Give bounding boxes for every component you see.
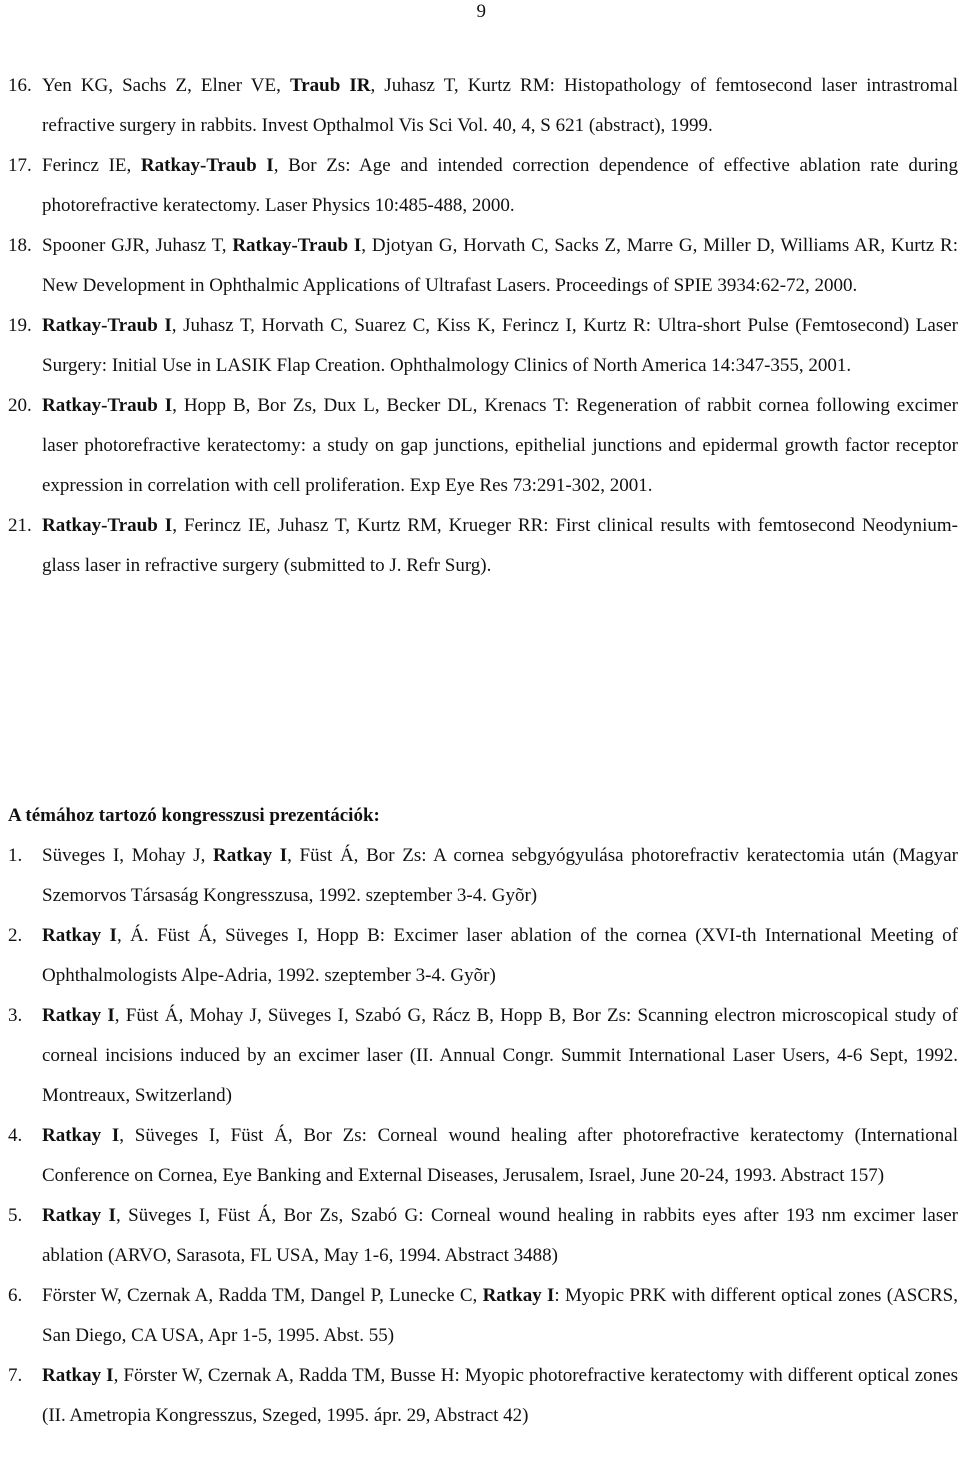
entry-number: 20. xyxy=(8,395,32,416)
publication-entry xyxy=(8,306,958,386)
entry-highlighted-author: Ratkay I xyxy=(482,1285,555,1306)
entry-authors-before: Yen KG, Sachs Z, Elner VE, xyxy=(42,75,290,96)
entry-number: 5. xyxy=(8,1205,23,1226)
entry-number: 6. xyxy=(8,1285,23,1306)
publication-entry xyxy=(8,506,958,586)
publication-entry xyxy=(8,146,958,226)
entry-citation: , Djotyan G, Horvath C, Sacks Z, Marre G, Miller D, Williams AR, Kurtz R: New Development in Ophthalmic Applications of Ultrafast Lasers. Proceedings of SPIE 3934:62-72, 2000. xyxy=(42,235,958,296)
entry-highlighted-author: Ratkay-Traub I xyxy=(140,155,274,176)
page-number: 9 xyxy=(476,1,486,22)
entry-citation: , Juhasz T, Kurtz RM: Histopathology of femtosecond laser intrastromal refractive surgery in rabbits. Invest Opthalmol Vis Sci Vol. 40, 4, S 621 (abstract), 1999. xyxy=(42,75,958,136)
entry-highlighted-author: Ratkay-Traub I xyxy=(232,235,362,256)
presentation-entry xyxy=(8,1196,958,1276)
entry-highlighted-author: Ratkay I xyxy=(42,925,117,946)
entry-authors-before: Förster W, Czernak A, Radda TM, Dangel P, Lunecke C, xyxy=(42,1285,483,1306)
entry-authors-before: Spooner GJR, Juhasz T, xyxy=(42,235,233,256)
entry-highlighted-author: Ratkay I xyxy=(42,1005,115,1026)
entry-authors-before: Ferincz IE, xyxy=(42,155,141,176)
entry-citation: : Myopic PRK with different optical zones (ASCRS, San Diego, CA USA, Apr 1-5, 1995. Abst. 55) xyxy=(42,1285,958,1346)
entry-highlighted-author: Ratkay I xyxy=(212,845,288,866)
presentation-entry xyxy=(8,1276,958,1356)
entry-number: 7. xyxy=(8,1365,23,1386)
publication-list xyxy=(8,66,958,586)
entry-number: 3. xyxy=(8,1005,23,1026)
presentation-entry xyxy=(8,836,958,916)
entry-number: 1. xyxy=(8,845,23,866)
entry-citation: , Füst Á, Mohay J, Süveges I, Szabó G, Rácz B, Hopp B, Bor Zs: Scanning electron microscopical study of corneal incisions induced by an excimer laser (II. Annual Congr. Summit International Laser Users, 4-6 Sept, 1992. Montreaux, Switzerland) xyxy=(42,1005,958,1106)
publication-entry xyxy=(8,226,958,306)
entry-citation: , Süveges I, Füst Á, Bor Zs, Szabó G: Corneal wound healing in rabbits eyes after 193 nm excimer laser ablation (ARVO, Sarasota, FL USA, May 1-6, 1994. Abstract 3488) xyxy=(42,1205,958,1266)
entry-highlighted-author: Ratkay-Traub I xyxy=(42,515,173,536)
entry-number: 19. xyxy=(8,315,32,336)
publication-entry xyxy=(8,386,958,506)
presentation-entry xyxy=(8,916,958,996)
presentation-entry xyxy=(8,996,958,1116)
entry-highlighted-author: Ratkay I xyxy=(42,1205,116,1226)
entry-highlighted-author: Ratkay-Traub I xyxy=(42,395,173,416)
entry-citation: , Ferincz IE, Juhasz T, Kurtz RM, Krueger RR: First clinical results with femtosecond Neodynium-glass laser in refractive surgery (submitted to J. Refr Surg). xyxy=(42,515,958,576)
entry-citation: , Förster W, Czernak A, Radda TM, Busse H: Myopic photorefractive keratectomy with different optical zones (II. Ametropia Kongresszus, Szeged, 1995. ápr. 29, Abstract 42) xyxy=(42,1365,959,1426)
publication-entry xyxy=(8,66,958,146)
entry-authors-before: Süveges I, Mohay J, xyxy=(42,845,213,866)
entry-number: 21. xyxy=(8,515,32,536)
entry-number: 17. xyxy=(8,155,32,176)
entry-highlighted-author: Ratkay-Traub I xyxy=(42,315,172,336)
entry-number: 16. xyxy=(8,75,32,96)
section-heading: A témához tartozó kongresszusi prezentációk: xyxy=(8,805,380,826)
entry-highlighted-author: Ratkay I xyxy=(42,1125,120,1146)
entry-number: 2. xyxy=(8,925,23,946)
entry-number: 18. xyxy=(8,235,32,256)
entry-highlighted-author: Ratkay I xyxy=(42,1365,114,1386)
presentation-entry xyxy=(8,1116,958,1196)
entry-citation: , Hopp B, Bor Zs, Dux L, Becker DL, Krenacs T: Regeneration of rabbit cornea following excimer laser photorefractive keratectomy: a study on gap junctions, epithelial junctions and epidermal growth factor receptor expression in correlation with cell proliferation. Exp Eye Res 73:291-302, 2001. xyxy=(42,395,958,496)
presentation-entry xyxy=(8,1356,958,1436)
entry-highlighted-author: Traub IR xyxy=(289,75,371,96)
entry-number: 4. xyxy=(8,1125,23,1146)
entry-citation: , Füst Á, Bor Zs: A cornea sebgyógyulása photorefractiv keratectomia után (Magyar Szemorvos Társaság Kongresszusa, 1992. szeptember 3-4. Gyõr) xyxy=(42,845,958,906)
entry-citation: , Juhasz T, Horvath C, Suarez C, Kiss K, Ferincz I, Kurtz R: Ultra-short Pulse (Femtosecond) Laser Surgery: Initial Use in LASIK Flap Creation. Ophthalmology Clinics of North America 14:347-355, 2001. xyxy=(42,315,959,376)
entry-citation: , Á. Füst Á, Süveges I, Hopp B: Excimer laser ablation of the cornea (XVI-th International Meeting of Ophthalmologists Alpe-Adria, 1992. szeptember 3-4. Gyõr) xyxy=(42,925,958,986)
entry-citation: , Süveges I, Füst Á, Bor Zs: Corneal wound healing after photorefractive keratectomy (International Conference on Cornea, Eye Banking and External Diseases, Jerusalem, Israel, June 20-24, 1993. Abstract 157) xyxy=(42,1125,959,1186)
congress-presentation-list xyxy=(8,836,958,1436)
entry-citation: , Bor Zs: Age and intended correction dependence of effective ablation rate during photorefractive keratectomy. Laser Physics 10:485-488, 2000. xyxy=(42,155,959,216)
